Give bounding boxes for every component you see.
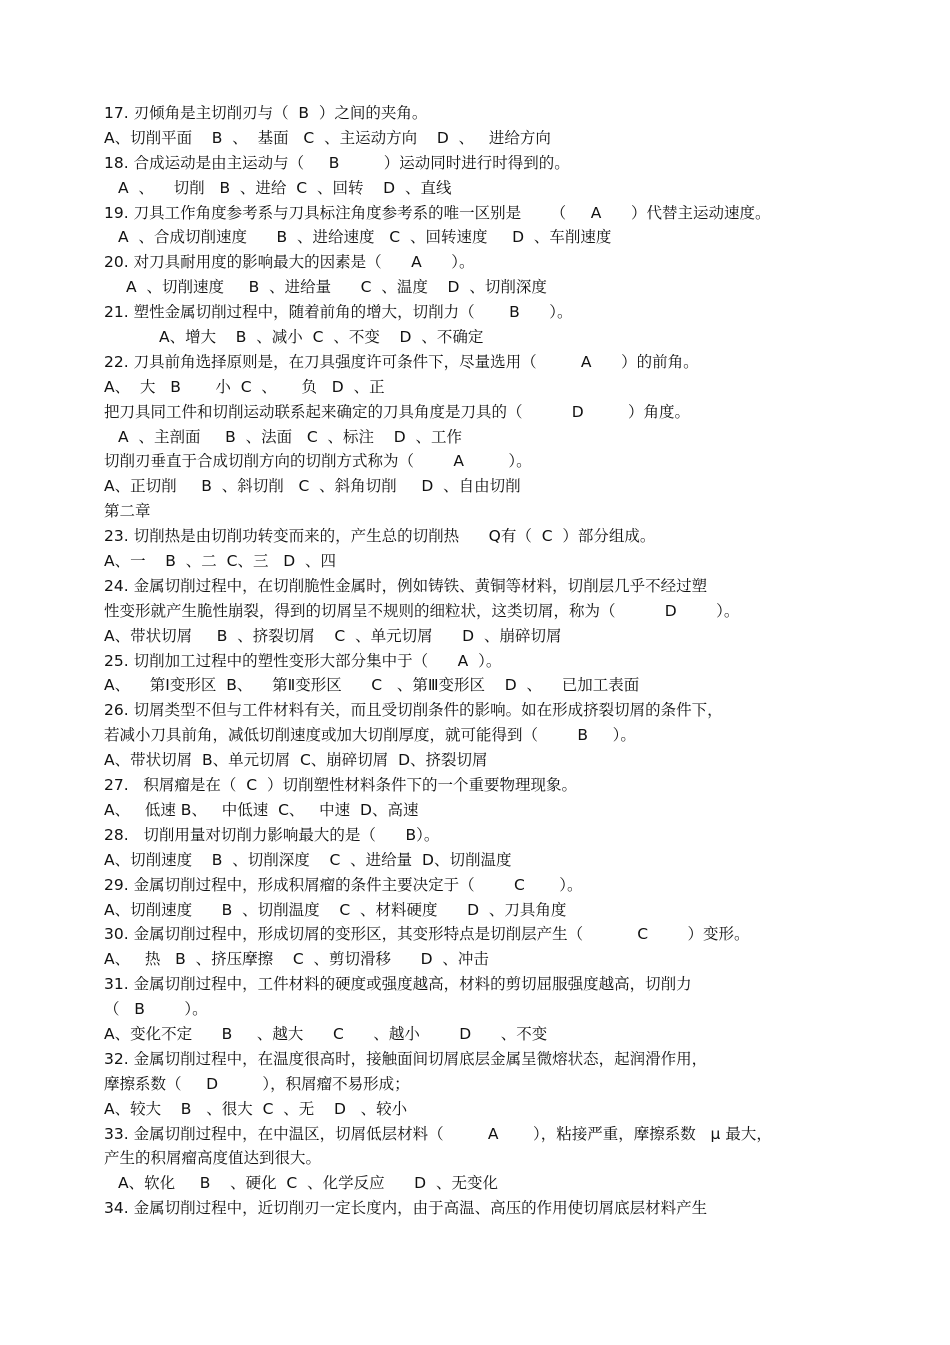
text-line: 若减小刀具前角，减低切削速度或加大切削厚度，就可能得到（ B ）。 [104,726,636,745]
text-line: 摩擦系数（ D ），积屑瘤不易形成； [104,1074,410,1093]
text-line: A、切削速度 B 、切削温度 C 、材料硬度 D 、刀具角度 [104,900,567,919]
text-line: A、 热 B 、挤压摩擦 C 、剪切滑移 D 、冲击 [104,950,489,969]
text-line: 20. 对刀具耐用度的影响最大的因素是（ A ）。 [104,253,475,272]
text-line: 22. 刀具前角选择原则是，在刀具强度许可条件下，尽量选用（ A ）的前角。 [104,352,699,371]
text-line: 33. 金属切削过程中，在中温区，切屑低层材料（ A ），粘接严重，摩擦系数 μ 最大， [104,1124,772,1143]
text-line: A、变化不定 B 、越大 C 、越小 D 、不变 [104,1024,548,1043]
text-line: 18. 合成运动是由主运动与（ B ）运动同时进行时得到的。 [104,153,570,172]
text-line: 25. 切削加工过程中的塑性变形大部分集中于（ A ）。 [104,651,502,670]
text-line: A、软化 B 、硬化 C 、化学反应 D 、无变化 [118,1174,498,1193]
text-line: A 、 切削 B 、进给 C 、回转 D 、直线 [118,178,452,197]
text-line: 30. 金属切削过程中，形成切屑的变形区，其变形特点是切削层产生（ C ）变形。 [104,925,750,944]
text-line: 17. 刃倾角是主切削刃与（ B ）之间的夹角。 [104,104,428,122]
text-line: 31. 金属切削过程中，工件材料的硬度或强度越高，材料的剪切屈服强度越高，切削力 [104,975,692,994]
text-line: A、切削速度 B 、切削深度 C 、进给量 D、切削温度 [104,850,512,869]
text-line: 29. 金属切削过程中，形成积屑瘤的条件主要决定于（ C ）。 [104,875,583,894]
text-line: A 、切削速度 B 、进给量 C 、温度 D 、切削深度 [126,278,547,297]
text-line: A、较大 B 、很大 C 、无 D 、较小 [104,1099,408,1118]
text-line: 21. 塑性金属切削过程中，随着前角的增大，切削力（ B ）。 [104,303,573,322]
text-line: 第二章 [104,502,151,521]
text-line: 性变形就产生脆性崩裂，得到的切屑呈不规则的细粒状，这类切屑，称为（ D ）。 [104,601,740,620]
text-line: 27. 积屑瘤是在（ C ）切削塑性材料条件下的一个重要物理现象。 [104,776,577,795]
text-line: 切削刃垂直于合成切削方向的切削方式称为（ A ）。 [104,452,532,471]
text-line: A、切削平面 B 、 基面 C 、主运动方向 D 、 进给方向 [104,128,551,147]
text-line: 28. 切削用量对切削力影响最大的是（ B）。 [104,825,440,844]
text-line: 32. 金属切削过程中，在温度很高时，接触面间切屑底层金属呈微熔状态，起润滑作用， [104,1049,708,1068]
text-line: 把刀具同工件和切削运动联系起来确定的刀具角度是刀具的（ D ）角度。 [104,402,691,421]
text-line: 产生的积屑瘤高度值达到很大。 [104,1149,322,1168]
text-line: A 、主剖面 B 、法面 C 、标注 D 、工作 [118,427,463,446]
text-line: 19. 刀具工作角度参考系与刀具标注角度参考系的唯一区别是 （ A ）代替主运动速度。 [104,203,771,222]
text-line: A、正切削 B 、斜切削 C 、斜角切削 D 、自由切削 [104,477,521,496]
text-line: A、 大 B 小 C 、 负 D 、正 [104,377,385,396]
text-line: A、 第Ⅰ变形区 B、 第Ⅱ变形区 C 、第Ⅲ变形区 D 、 已加工表面 [104,676,640,695]
text-line: A 、合成切削速度 B 、进给速度 C 、回转速度 D 、车削速度 [118,228,612,247]
text-line: 26. 切屑类型不但与工件材料有关，而且受切削条件的影响。如在形成挤裂切屑的条件下， [104,701,723,720]
text-line: A、增大 B 、减小 C 、不变 D 、不确定 [159,328,484,347]
text-line: A、带状切屑 B 、挤裂切屑 C 、单元切屑 D 、崩碎切屑 [104,626,562,645]
document-body [104,101,884,1221]
text-line: A、 低速 B、 中低速 C、 中速 D、高速 [104,800,419,819]
text-line: A、带状切屑 B、单元切屑 C、崩碎切屑 D、挤裂切屑 [104,751,488,770]
text-line: 34. 金属切削过程中，近切削刃一定长度内，由于高温、高压的作用使切屑底层材料产生 [104,1199,708,1218]
text-line: （ B ）。 [104,1000,208,1019]
text-line: 23. 切削热是由切削功转变而来的，产生总的切削热 Q有（ C ）部分组成。 [104,527,656,546]
text-line: 24. 金属切削过程中，在切削脆性金属时，例如铸铁、黄铜等材料，切削层几乎不经过塑 [104,576,708,595]
text-line: A、一 B 、二 C、三 D 、四 [104,552,337,571]
